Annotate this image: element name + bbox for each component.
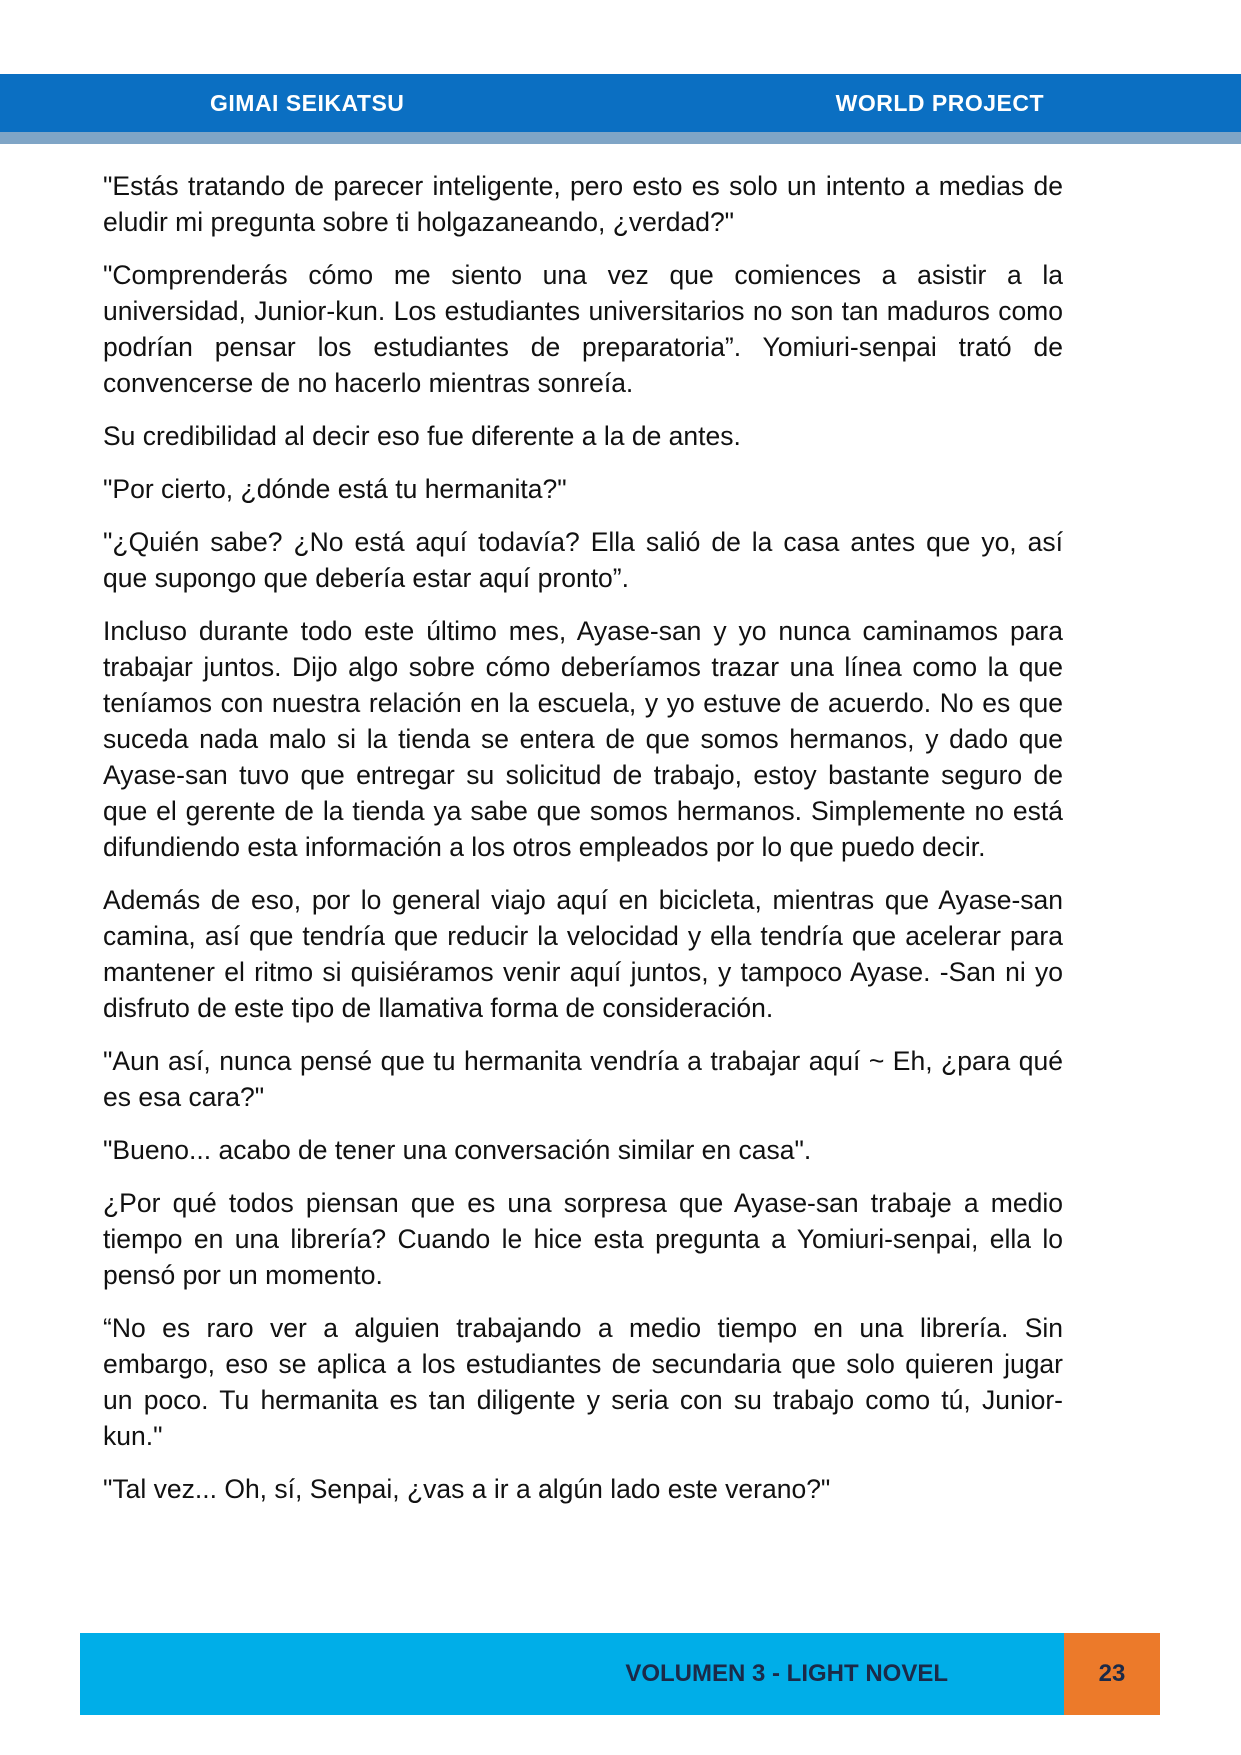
- paragraph: "Tal vez... Oh, sí, Senpai, ¿vas a ir a algún lado este verano?": [103, 1474, 831, 1504]
- paragraph: "¿Quién sabe? ¿No está aquí todavía? Ella salió de la casa antes que yo, así que supongo que debería estar aquí pronto”.: [103, 527, 1063, 593]
- paragraph: "Aun así, nunca pensé que tu hermanita vendría a trabajar aquí ~ Eh, ¿para qué es esa cara?": [103, 1046, 1063, 1112]
- paragraph: "Bueno... acabo de tener una conversación similar en casa".: [103, 1135, 812, 1165]
- translator-title: WORLD PROJECT: [835, 90, 1044, 116]
- paragraph: ¿Por qué todos piensan que es una sorpresa que Ayase-san trabaje a medio tiempo en una librería? Cuando le hice esta pregunta a Yomiuri-senpai, ella lo pensó por un momento.: [103, 1188, 1063, 1290]
- paragraph: "Estás tratando de parecer inteligente, pero esto es solo un intento a medias de eludir mi pregunta sobre ti holgazaneando, ¿verdad?": [103, 171, 1063, 237]
- paragraph: "Comprenderás cómo me siento una vez que comiences a asistir a la universidad, Junior-kun. Los estudiantes universitarios no son tan maduros como podrían pensar los estudiantes de preparatoria”. Yomiuri-senpai trató de convencerse de no hacerlo mientras sonreía.: [103, 260, 1063, 398]
- volume-label: VOLUMEN 3 - LIGHT NOVEL: [625, 1660, 948, 1687]
- series-title: GIMAI SEIKATSU: [210, 90, 405, 116]
- paragraph: Su credibilidad al decir eso fue diferente a la de antes.: [103, 421, 741, 451]
- header-underline: [0, 132, 1241, 144]
- paragraph: "Por cierto, ¿dónde está tu hermanita?": [103, 474, 567, 504]
- page-body: [103, 168, 1063, 1524]
- paragraph: Además de eso, por lo general viajo aquí en bicicleta, mientras que Ayase-san camina, así que tendría que reducir la velocidad y ella tendría que acelerar para mantener el ritmo si quisiéramos venir aquí juntos, y tampoco Ayase. -San ni yo disfruto de este tipo de llamativa forma de consideración.: [103, 885, 1063, 1023]
- paragraph: “No es raro ver a alguien trabajando a medio tiempo en una librería. Sin embargo, eso se aplica a los estudiantes de secundaria que solo quieren jugar un poco. Tu hermanita es tan diligente y seria con su trabajo como tú, Junior-kun.": [103, 1313, 1063, 1451]
- header-bar: [0, 74, 1241, 132]
- page-number: 23: [1064, 1633, 1160, 1715]
- paragraph: Incluso durante todo este último mes, Ayase-san y yo nunca caminamos para trabajar juntos. Dijo algo sobre cómo deberíamos trazar una línea como la que teníamos con nuestra relación en la escuela, y yo estuve de acuerdo. No es que suceda nada malo si la tienda se entera de que somos hermanos, y dado que Ayase-san tuvo que entregar su solicitud de trabajo, estoy bastante seguro de que el gerente de la tienda ya sabe que somos hermanos. Simplemente no está difundiendo esta información a los otros empleados por lo que puedo decir.: [103, 616, 1063, 862]
